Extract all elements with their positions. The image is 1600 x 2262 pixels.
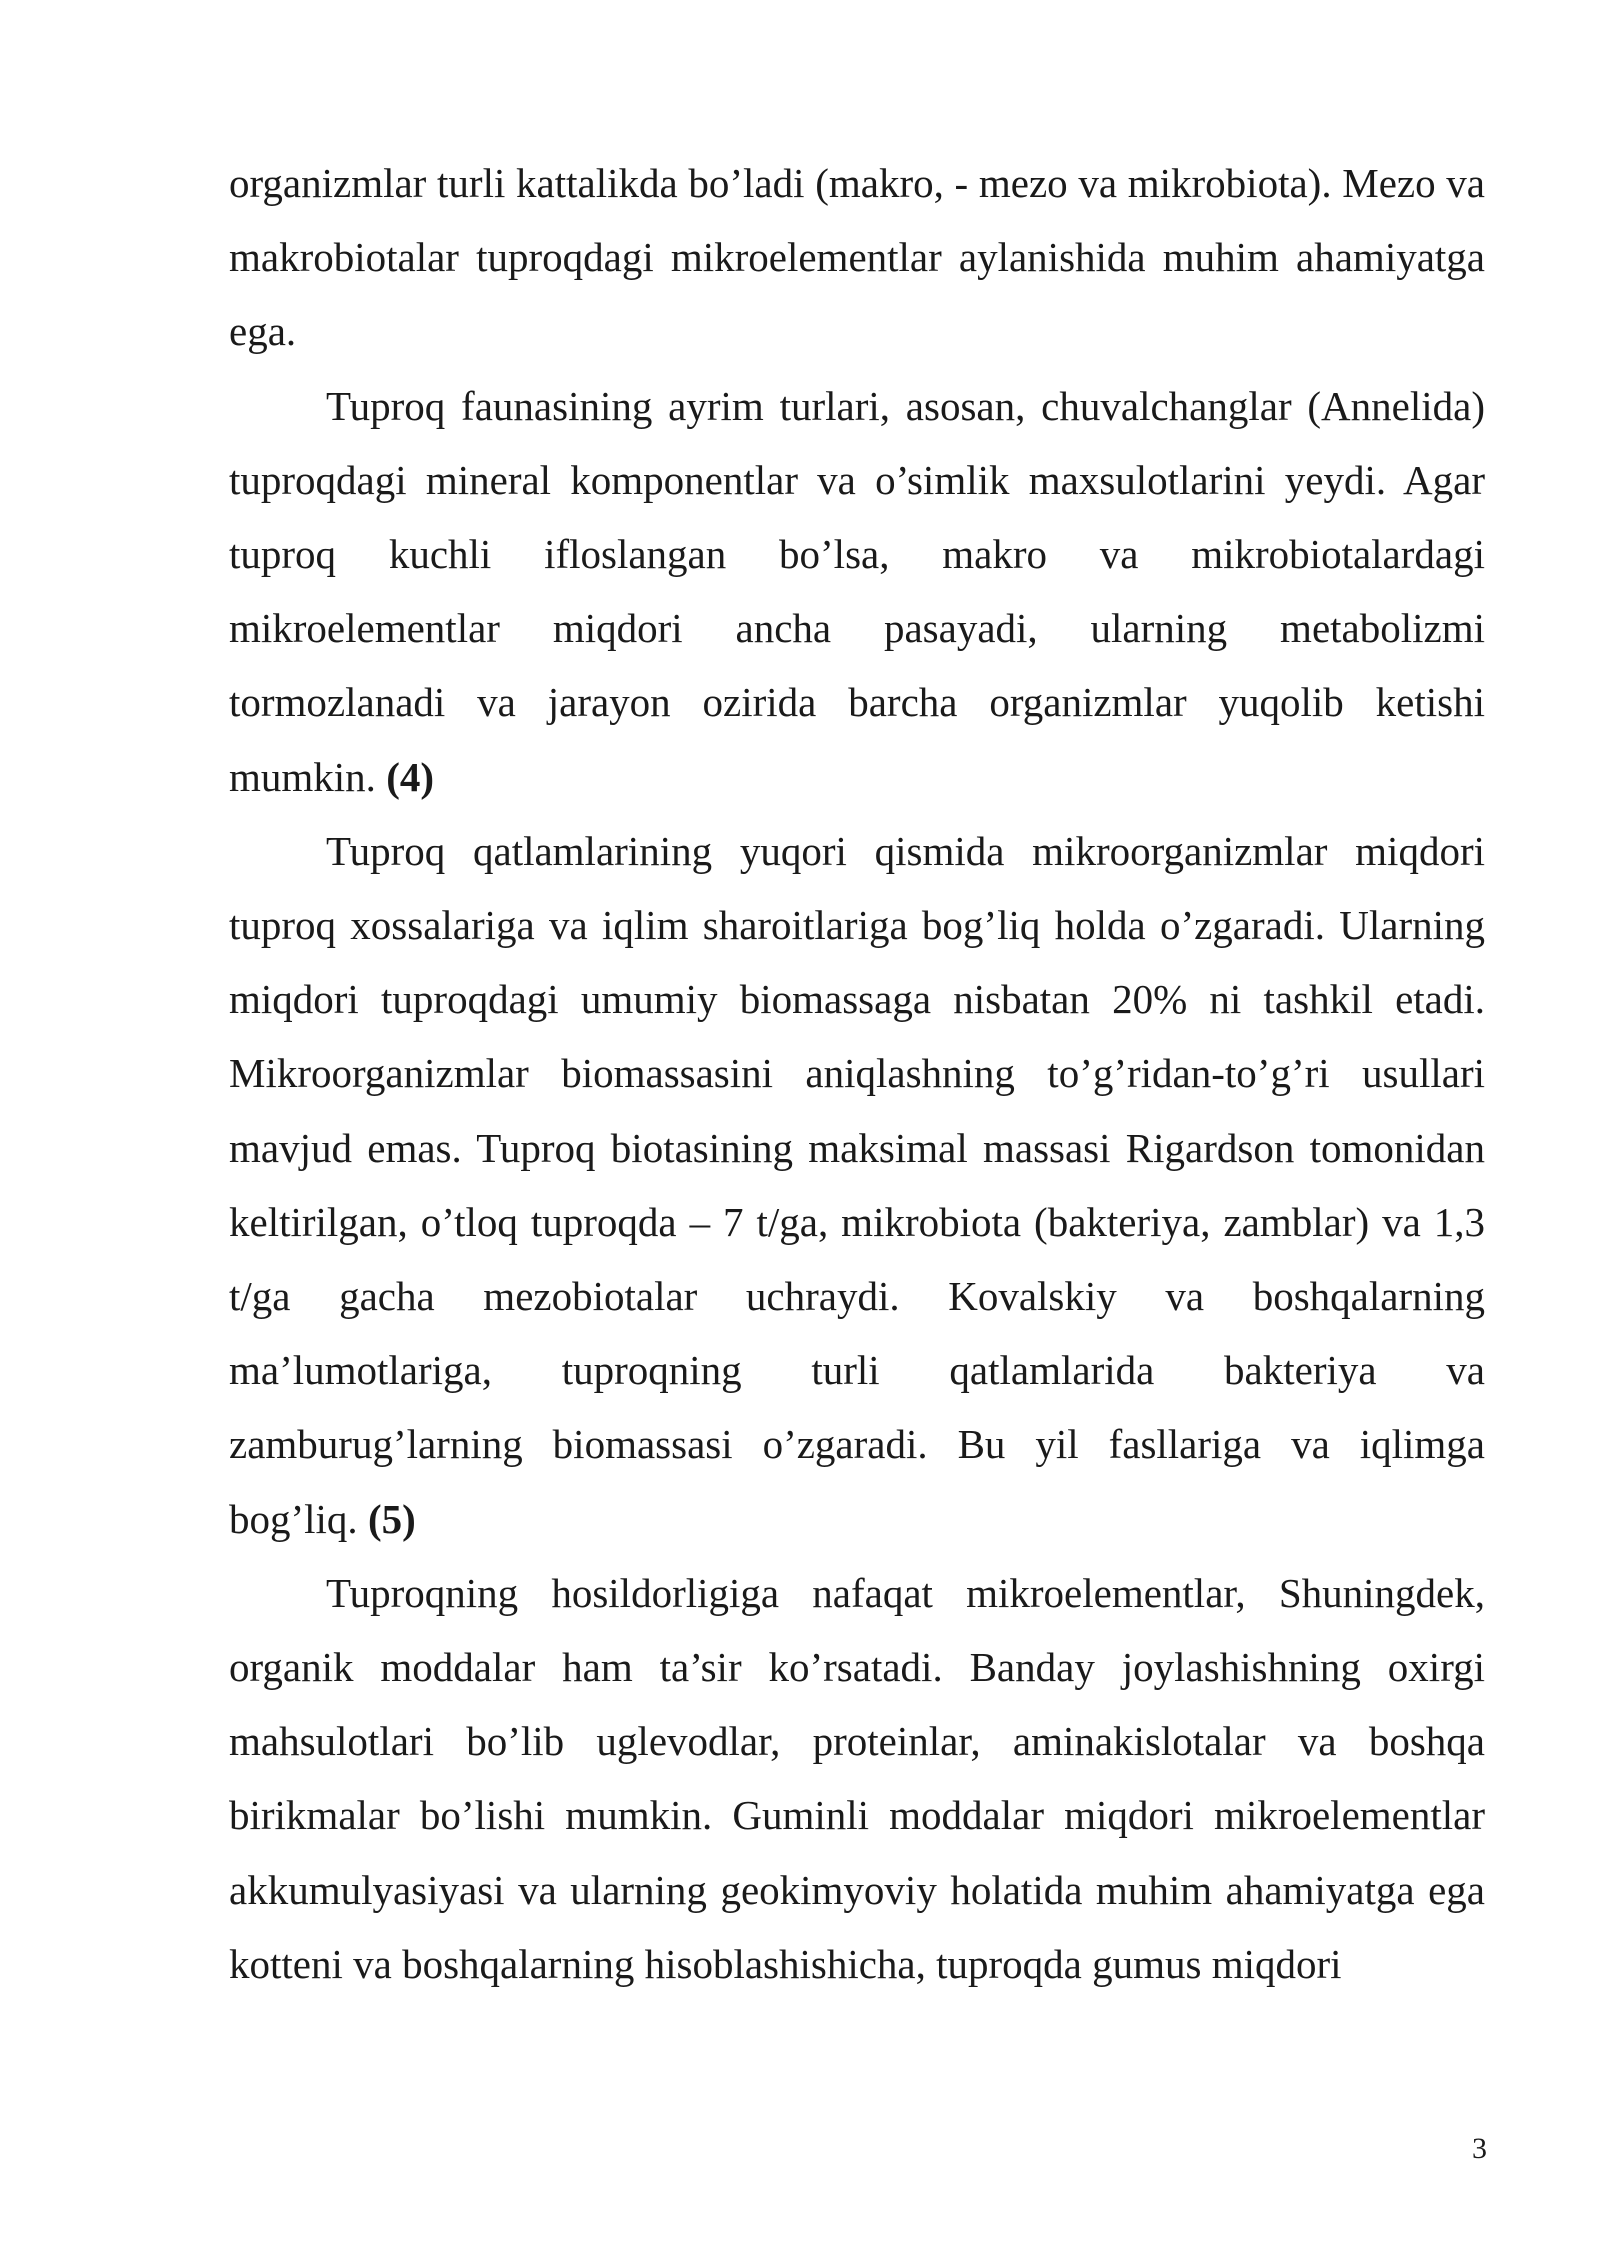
paragraph-text: Tuproqning hosildorligiga nafaqat mikroelementlar, Shuningdek, organik moddalar ham ta’sir ko’rsatadi. Banday joylashishning oxirgi mahsulotlari bo’lib uglevodlar, proteinlar, aminakislotalar va boshqa birikmalar bo’lishi mumkin. Guminli moddalar miqdori mikroelementlar akkumulyasiyasi va ularning geokimyoviy holatida muhim ahamiyatga ega kotteni va boshqalarning hisoblashishicha, tuproqda gumus miqdori [229, 1569, 1485, 1987]
paragraph-microorganisms [229, 814, 1485, 1556]
reference-marker: (4) [386, 753, 434, 800]
paragraph-soil-fauna [229, 369, 1485, 814]
paragraph-text: Tuproq qatlamlarining yuqori qismida mikroorganizmlar miqdori tuproq xossalariga va iqlim sharoitlariga bog’liq holda o’zgaradi. Ularning miqdori tuproqdagi umumiy biomassaga nisbatan 20% ni tashkil etadi. Mikroorganizmlar biomassasini aniqlashning to’g’ridan-to’g’ri usullari mavjud emas. Tuproq biotasining maksimal massasi Rigardson tomonidan keltirilgan, o’tloq tuproqda – 7 t/ga, mikrobiota (bakteriya, zamblar) va 1,3 t/ga gacha mezobiotalar uchraydi. Kovalskiy va boshqalarning ma’lumotlariga, tuproqning turli qatlamlarida bakteriya va zamburug’larning biomassasi o’zgaradi. Bu yil fasllariga va iqlimga bog’liq. [229, 827, 1485, 1542]
paragraph-text: organizmlar turli kattalikda bo’ladi (makro, - mezo va mikrobiota). Mezo va makrobiotalar tuproqdagi mikroelementlar aylanishida muhim ahamiyatga ega. [229, 160, 1485, 355]
reference-marker: (5) [367, 1495, 416, 1542]
page-number: 3 [1472, 2132, 1487, 2165]
paragraph-soil-fertility [229, 1556, 1485, 2001]
paragraph-text: Tuproq faunasining ayrim turlari, asosan, chuvalchanglar (Annelida) tuproqdagi mineral komponentlar va o’simlik maxsulotlarini yeydi. Agar tuproq kuchli ifloslangan bo’lsa, makro va mikrobiotalardagi mikroelementlar miqdori ancha pasayadi, ularning metabolizmi tormozlanadi va jarayon ozirida barcha organizmlar yuqolib ketishi mumkin. [229, 382, 1485, 800]
paragraph-continued [229, 146, 1485, 369]
document-body [229, 146, 1485, 2001]
